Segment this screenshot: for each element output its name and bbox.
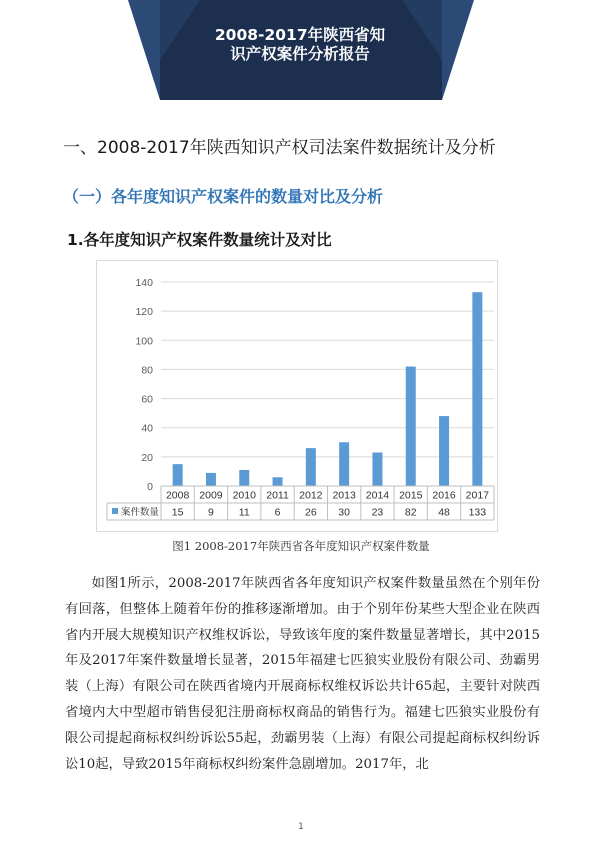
x-category-label: 2017 <box>465 489 490 502</box>
x-category-label: 2015 <box>399 489 423 502</box>
data-table-value: 133 <box>468 506 487 519</box>
y-tick-label: 0 <box>147 481 153 493</box>
report-title-line-1: 2008-2017年陕西省知 <box>214 26 386 44</box>
figure-caption: 图1 2008-2017年陕西省各年度知识产权案件数量 <box>172 539 430 553</box>
x-category-label: 2008 <box>165 489 190 502</box>
header-banner <box>0 0 602 110</box>
data-table-value: 9 <box>208 506 214 519</box>
banner-left-wing <box>128 0 160 100</box>
bar <box>406 367 416 486</box>
x-category-label: 2013 <box>332 489 356 502</box>
sub-subsection-heading: 1.各年度知识产权案件数量统计及对比 <box>67 231 332 249</box>
data-table-value: 23 <box>371 506 384 519</box>
data-table-value: 82 <box>404 506 417 519</box>
bar-chart <box>96 260 498 532</box>
bar <box>339 442 349 486</box>
bar-chart-svg <box>97 261 499 533</box>
legend-swatch <box>112 508 118 514</box>
x-category-label: 2014 <box>365 489 390 502</box>
data-table-value: 6 <box>274 506 281 519</box>
bar <box>273 477 283 486</box>
body-paragraph: 如图1所示，2008-2017年陕西省各年度知识产权案件数量虽然在个别年份有回落，但整体上随着年份的推移逐渐增加。由于个别年份某些大型企业在陕西省内开展大规模知识产权维权诉讼，导致该年度的案件数量显著增长，其中2015年及2017年案件数量增长显著，2015年福建七匹狼实业股份有限公司、劲霸男装（上海）有限公司在陕西省境内开展商标权维权诉讼共计65起，主要针对陕西省境内大中型超市销售侵犯注册商标权商品的销售行为。福建七匹狼实业股份有限公司提起商标权纠纷诉讼55起，劲霸男装（上海）有限公司提起商标权纠纷诉讼10起，导致2015年商标权纠纷案件急剧增加。2017年，北 <box>65 576 540 772</box>
report-title <box>160 26 440 64</box>
data-table-value: 15 <box>171 506 184 519</box>
y-tick-label: 140 <box>135 277 153 289</box>
x-category-label: 2011 <box>266 489 289 502</box>
data-table-value: 48 <box>438 506 450 519</box>
banner-right-wing <box>442 0 474 100</box>
x-category-label: 2012 <box>299 489 323 502</box>
legend-series-name: 案件数量 <box>121 507 160 518</box>
y-tick-label: 120 <box>135 306 153 319</box>
section-heading: 一、2008-2017年陕西知识产权司法案件数据统计及分析 <box>63 138 496 158</box>
data-table-value: 30 <box>338 506 350 519</box>
y-tick-label: 100 <box>135 335 153 348</box>
y-tick-label: 80 <box>141 364 153 377</box>
data-table-value: 26 <box>305 506 317 519</box>
bar <box>306 448 316 486</box>
y-tick-label: 60 <box>141 393 153 406</box>
bar <box>439 416 449 486</box>
x-category-label: 2010 <box>232 489 256 502</box>
x-category-label: 2016 <box>432 489 456 502</box>
page-number: 1 <box>298 822 304 832</box>
bar <box>173 464 183 486</box>
data-table-value: 11 <box>238 506 250 519</box>
bar <box>372 452 382 486</box>
bar <box>239 470 249 486</box>
bar <box>206 473 216 486</box>
y-tick-label: 20 <box>141 451 153 464</box>
y-tick-label: 40 <box>141 422 153 435</box>
subsection-heading: （一）各年度知识产权案件的数量对比及分析 <box>63 187 384 206</box>
report-title-line-2: 识产权案件分析报告 <box>230 45 370 63</box>
bar <box>472 292 482 486</box>
x-category-label: 2009 <box>199 489 223 502</box>
